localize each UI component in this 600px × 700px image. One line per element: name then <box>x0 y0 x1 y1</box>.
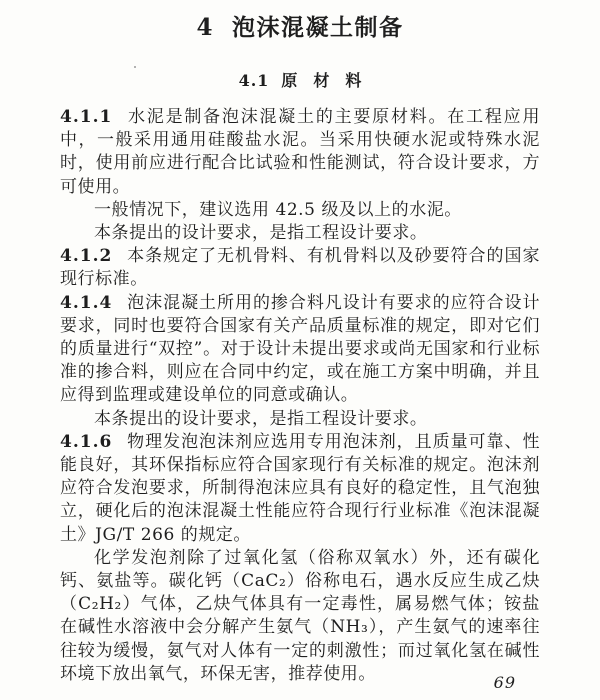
chapter-heading <box>60 12 540 44</box>
page-number: 69 <box>493 673 516 692</box>
clause-number: 4.1.4 <box>60 292 113 313</box>
note-text: 本条提出的设计要求，是指工程设计要求。 <box>94 223 428 244</box>
clause-text: 物理发泡泡沫剂应选用专用泡沫剂，且质量可靠、性能良好，其环保指标应符合国家现行有关标准的规定。泡沫剂应符合发泡要求，所制得泡沫应具有良好的稳定性，且气泡独立，硬化后的泡沫混凝土性能应符合现行行业标准《泡沫混凝土》JG/T 266 的规定。 <box>60 431 540 545</box>
note-text: 化学发泡剂除了过氧化氢（俗称双氧水）外，还有碳化钙、氨盐等。碳化钙（CaC₂）俗称电石，遇水反应生成乙炔（C₂H₂）气体，乙炔气体具有一定毒性，属易燃气体；铵盐在碱性水溶液中会分解产生氨气（NH₃），产生氨气的速率往往较为缓慢，氨气对人体有一定的刺激性；而过氧化氢在碱性环境下放出氧气，环保无害，推荐使用。 <box>60 547 540 684</box>
scan-artifact <box>134 66 136 68</box>
clause-note <box>60 199 540 222</box>
clause-note <box>60 222 540 245</box>
section-number: 4.1 <box>238 71 270 90</box>
clause-text: 泡沫混凝土所用的掺合料凡设计有要求的应符合设计要求，同时也要符合国家有关产品质量标准的规定，即对它们的质量进行“双控”。对于设计未提出要求或尚无国家和行业标准的掺合料，则应在合同中约定，或在施工方案中明确，并且应得到监理或建设单位的同意或确认。 <box>60 292 540 406</box>
clause-4-1-4 <box>60 292 540 408</box>
body-text <box>60 106 540 686</box>
section-heading <box>60 70 540 92</box>
clause-number: 4.1.1 <box>60 107 113 127</box>
clause-4-1-6 <box>60 431 540 547</box>
clause-4-1-1 <box>60 106 540 199</box>
clause-number: 4.1.6 <box>60 431 113 452</box>
note-text: 一般情况下，建议选用 42.5 级及以上的水泥。 <box>94 199 462 220</box>
clause-4-1-2 <box>60 245 540 291</box>
clause-text: 水泥是制备泡沫混凝土的主要原材料。在工程应用中，一般采用通用硅酸盐水泥。当采用快硬水泥或特殊水泥时，使用前应进行配合比试验和性能测试，符合设计要求，方可使用。 <box>60 107 540 197</box>
note-text: 本条提出的设计要求，是指工程设计要求。 <box>94 408 428 429</box>
clause-note <box>60 547 540 686</box>
clause-note <box>60 408 540 431</box>
clause-number: 4.1.2 <box>60 246 113 267</box>
chapter-title: 泡沫混凝土制备 <box>232 14 404 41</box>
clause-text: 本条规定了无机骨料、有机骨料以及砂要符合的国家现行标准。 <box>60 246 540 290</box>
chapter-number: 4 <box>196 14 214 41</box>
section-title: 原 材 料 <box>281 71 362 90</box>
